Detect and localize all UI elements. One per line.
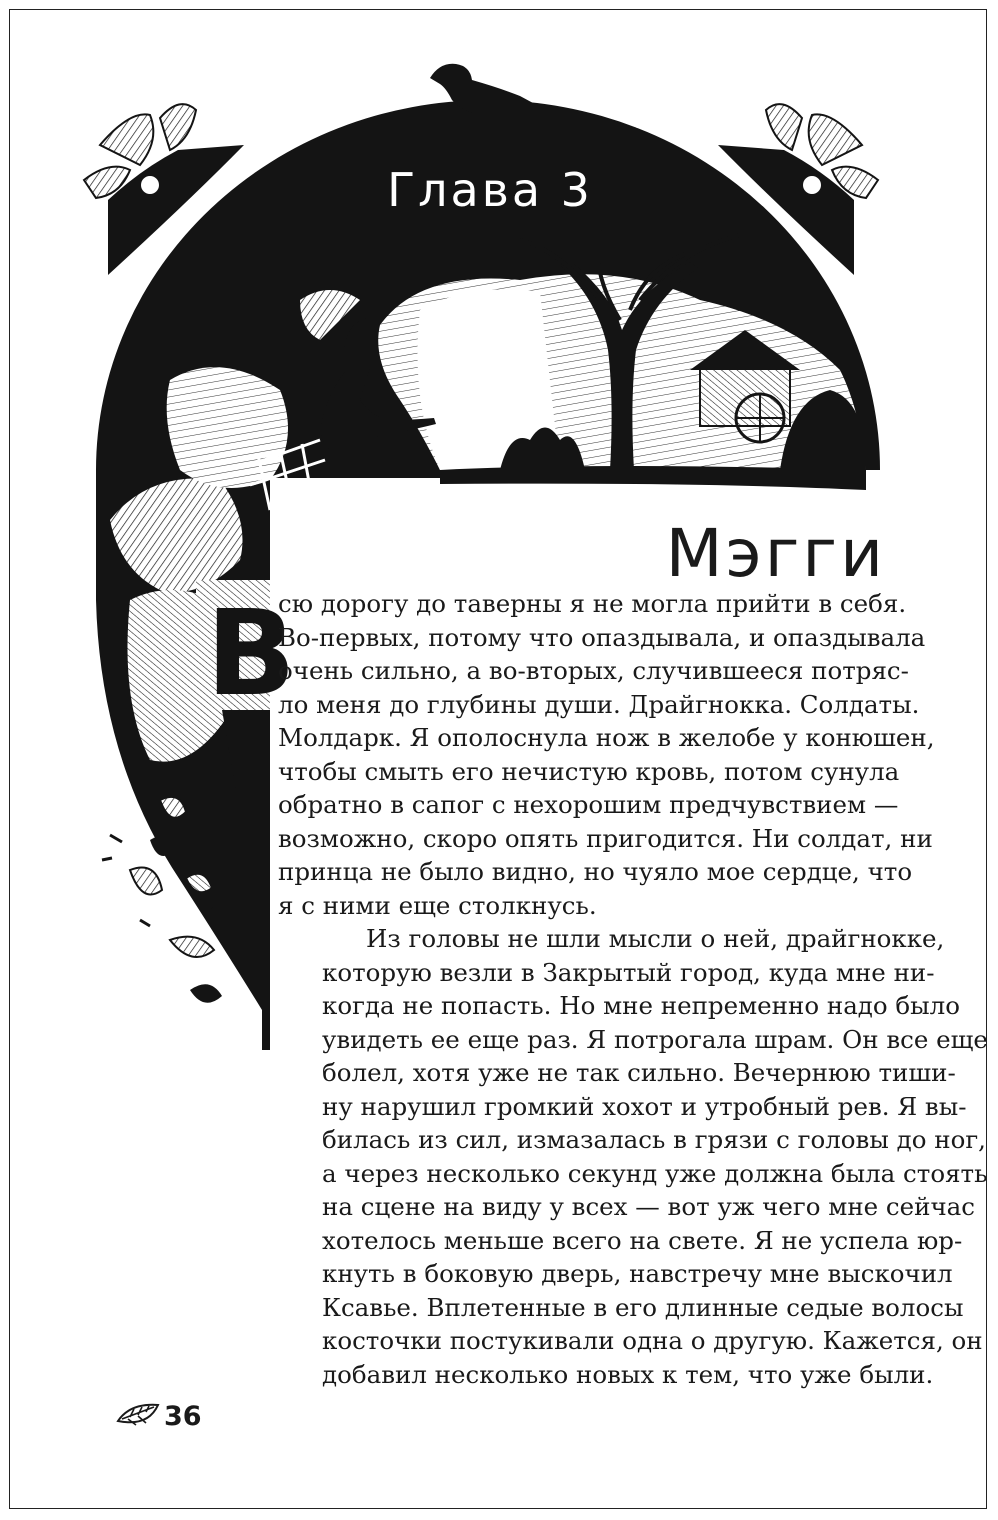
page-number: 36 <box>164 1400 202 1432</box>
chapter-title: Мэгги <box>665 515 886 592</box>
text-line: Ксавье. Вплетенные в его длинные седые волосы <box>322 1292 964 1322</box>
text-line: Во-первых, потому что опаздывала, и опаздывала <box>278 622 926 652</box>
text-line: я с ними еще столкнусь. <box>278 890 597 920</box>
drop-cap-letter: В <box>206 584 296 722</box>
drop-cap <box>202 584 296 722</box>
text-line: кнуть в боковую дверь, навстречу мне выскочил <box>322 1259 953 1288</box>
paragraph <box>278 587 935 922</box>
text-line: чтобы смыть его нечистую кровь, потом сунула <box>278 756 900 786</box>
text-line: очень сильно, а во-вторых, случившееся потряс- <box>278 656 909 685</box>
text-line: когда не попасть. Но мне непременно надо было <box>322 991 960 1020</box>
text-line: обратно в сапог с нехорошим предчувствием — <box>278 790 899 819</box>
chapter-label: Глава 3 <box>387 163 593 217</box>
text-line: а через несколько секунд уже должна была стоять <box>322 1158 988 1188</box>
text-line: на сцене на виду у всех — вот уж чего мне сейчас <box>322 1192 976 1221</box>
text-line: увидеть ее еще раз. Я потрогала шрам. Он все еще <box>322 1024 988 1054</box>
text-line: принца не было видно, но чуяло мое сердце, что <box>278 857 913 886</box>
text-line: билась из сил, измазалась в грязи с головы до ног, <box>322 1125 986 1154</box>
text-line: косточки постукивали одна о другую. Кажется, он <box>322 1326 983 1355</box>
text-line: хотелось меньше всего на свете. Я не успела юр- <box>322 1225 963 1255</box>
paragraph <box>278 922 988 1391</box>
text-line: возможно, скоро опять пригодится. Ни солдат, ни <box>278 823 933 853</box>
leaf-ornament-icon <box>116 1401 160 1431</box>
text-line: сю дорогу до таверны я не могла прийти в себя. <box>278 589 907 618</box>
text-line: ну нарушил громкий хохот и утробный рев. Я вы- <box>322 1091 967 1121</box>
text-line: добавил несколько новых к тем, что уже были. <box>322 1359 934 1389</box>
folio <box>116 1398 202 1434</box>
body-text <box>278 587 988 1391</box>
text-line: ло меня до глубины души. Драйгнокка. Солдаты. <box>278 689 920 719</box>
text-line: которую везли в Закрытый город, куда мне ни- <box>322 957 935 987</box>
text-line: болел, хотя уже не так сильно. Вечернюю тиши- <box>322 1058 956 1087</box>
text-line: Молдарк. Я ополоснула нож в желобе у конюшен, <box>278 723 935 752</box>
text-line: Из головы не шли мысли о ней, драйгнокке, <box>366 924 945 953</box>
